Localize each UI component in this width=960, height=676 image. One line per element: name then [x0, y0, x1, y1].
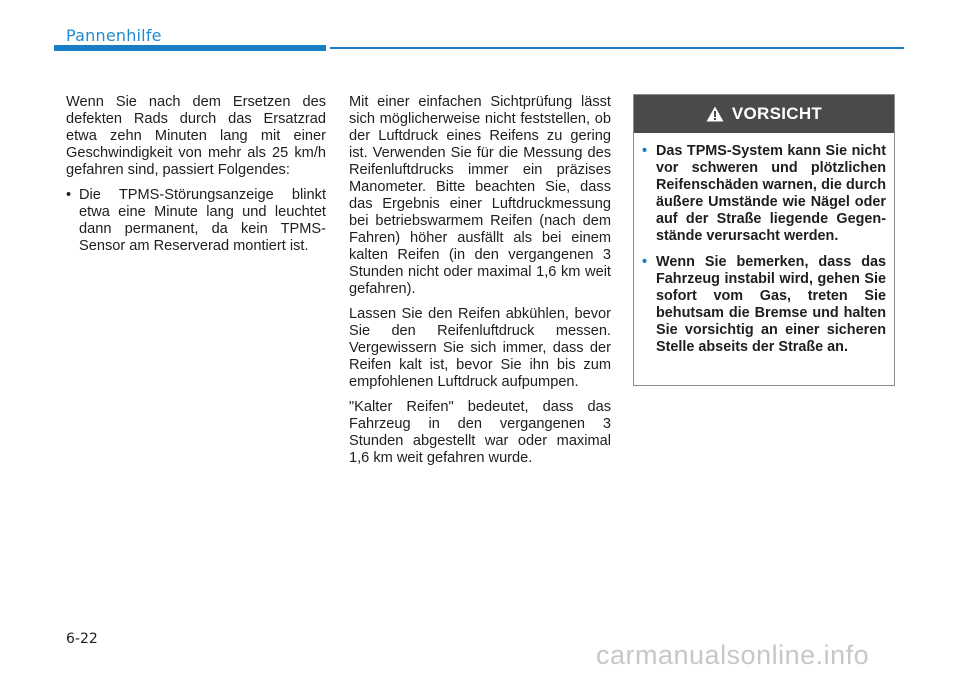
- text-column-1: [66, 94, 326, 263]
- column1-bullet-list: [66, 187, 326, 255]
- header-rule-thin: [330, 47, 904, 49]
- column1-paragraph: Wenn Sie nach dem Ersetzen des defekten Rads durch das Ersatzrad etwa zehn Minuten lang mit einer Geschwindigkeit von mehr als 25 km/h gefahren sind, passiert Folgendes:: [66, 94, 326, 178]
- page-number: 6-22: [66, 631, 98, 647]
- column2-paragraph-3: "Kalter Reifen" bedeutet, dass das Fahrzeug in den vergangenen 3 Stunden abgestellt war oder maximal 1,6 km weit gefahren wurde.: [349, 399, 611, 466]
- caution-bullet-1: • Das TPMS-System kann Sie nicht vor schweren und plötzlichen Reifenschäden warnen, die durch äußere Umstände wie Nägel oder auf der Straße liegende Gegenstände verursacht werden.: [642, 143, 886, 245]
- caution-bullet-list: [642, 143, 886, 356]
- column2-paragraph-2: Lassen Sie den Reifen abkühlen, bevor Sie den Reifenluftdruck messen. Vergewissern Sie sich immer, dass der Reifen kalt ist, bevor Sie ihn bis zum empfohlenen Luftdruck aufpumpen.: [349, 306, 611, 390]
- column1-bullet-item: • Die TPMS-Störungsanzeige blinkt etwa eine Minute lang und leuchtet dann permanent, da kein TPMS-Sensor am Reserverad montiert ist.: [66, 187, 326, 255]
- caution-bullet-2: • Wenn Sie bemerken, dass das Fahrzeug instabil wird, gehen Sie sofort vom Gas, treten Sie behutsam die Bremse und halten Sie vorsichtig an einer sicheren Stelle abseits der Straße an.: [642, 254, 886, 356]
- caution-title: VORSICHT: [731, 104, 823, 123]
- header-rule-thick: [54, 45, 326, 51]
- caution-header: [634, 95, 894, 133]
- column2-paragraph-1: Mit einer einfachen Sichtprüfung lässt sich möglicherweise nicht feststellen, ob der Luftdruck eines Reifens zu gering ist. Verwenden Sie für die Messung des Reifenluftdrucks immer ein präzises Manometer. Bitte beachten Sie, dass das Ergebnis einer Luftdruckmessung bei betriebswarmem Reifen (nach dem Fahren) höher ausfällt als bei einem kalten Reifen (in den vergangenen 3 Stunden nicht oder maximal 1,6 km weit gefahren).: [349, 94, 611, 297]
- caution-body: [634, 133, 894, 356]
- section-title: Pannenhilfe: [66, 26, 162, 45]
- caution-box: [633, 94, 895, 386]
- warning-triangle-icon: [706, 106, 724, 122]
- watermark: carmanualsonline.info: [596, 640, 870, 670]
- text-column-2: [349, 94, 611, 475]
